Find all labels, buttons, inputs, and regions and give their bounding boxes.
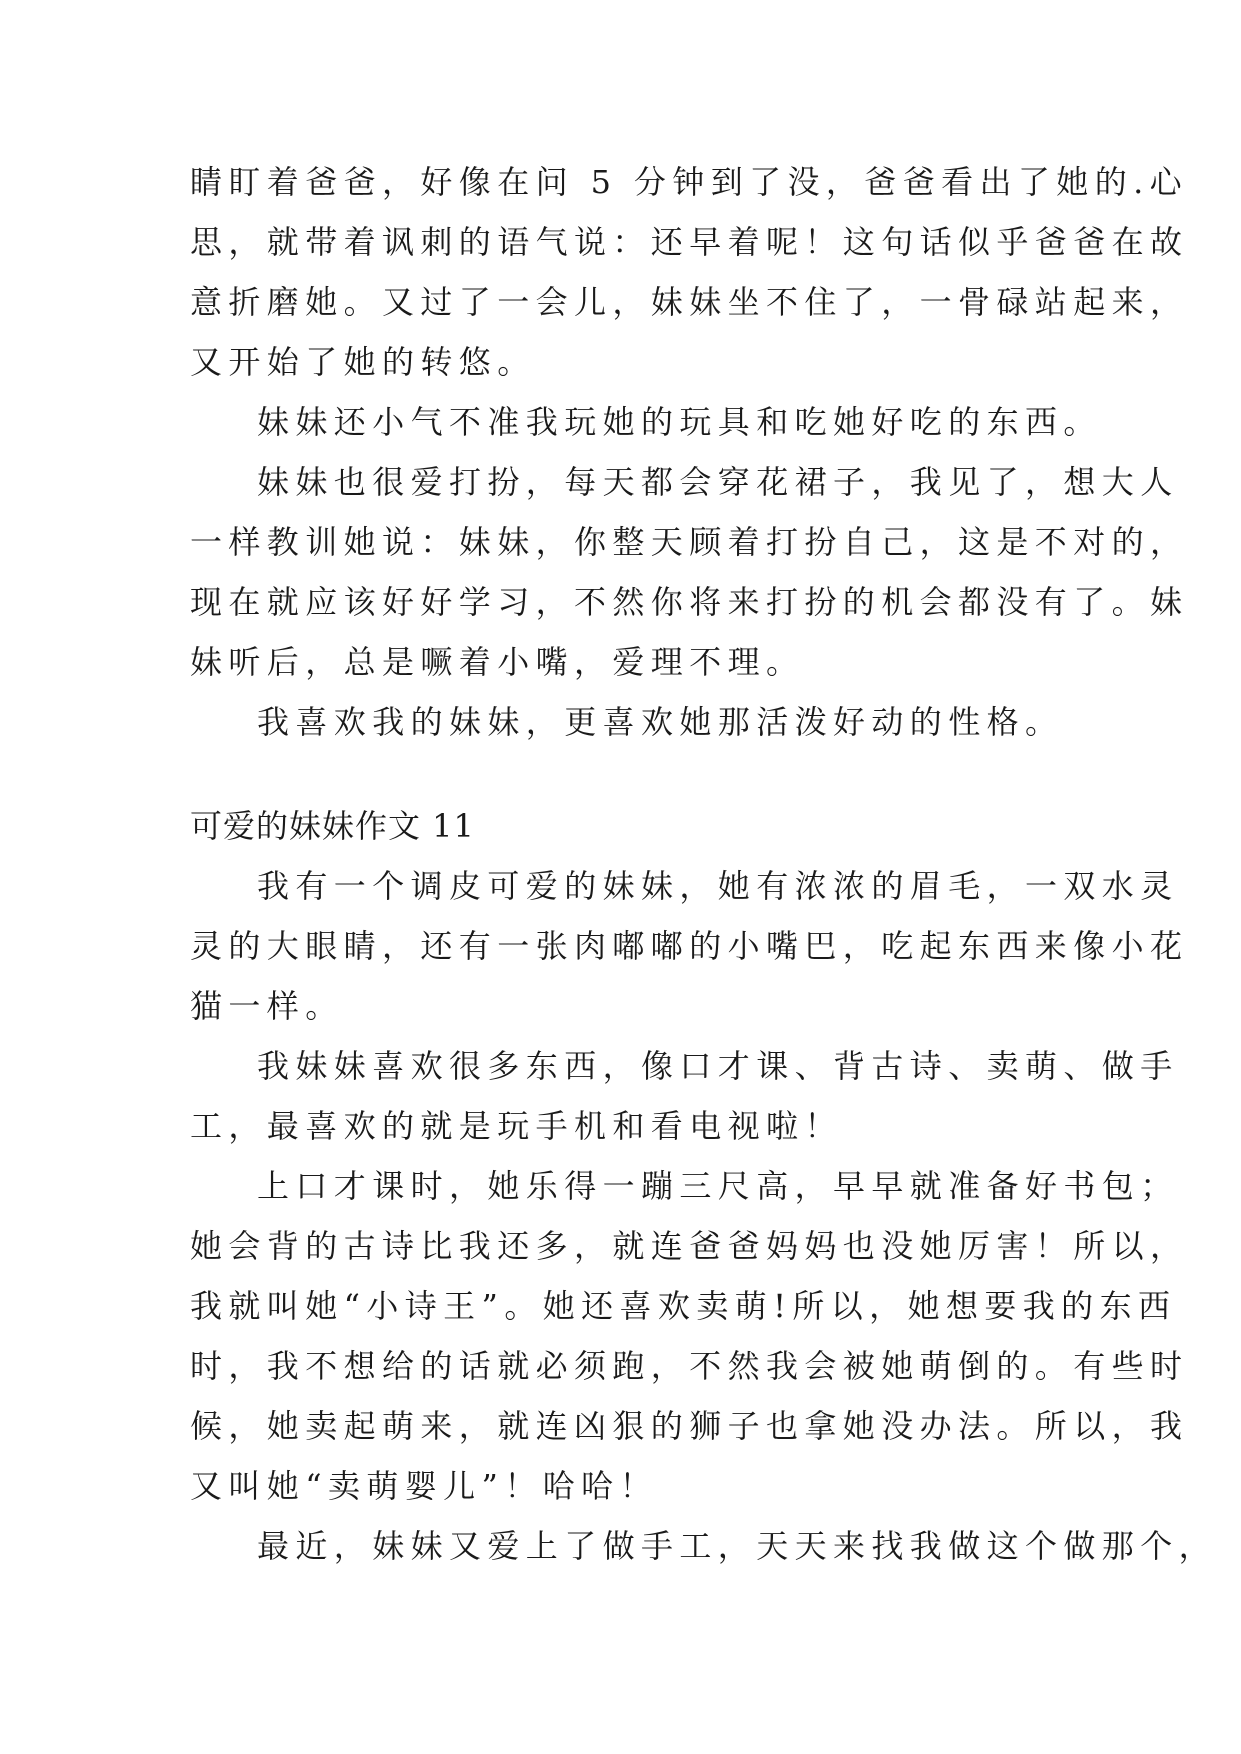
paragraph-start: 我有一个调皮可爱的妹妹，她有浓浓的眉毛，一双水灵 xyxy=(257,867,1179,905)
text-line: 现在就应该好好学习，不然你将来打扮的机会都没有了。妹 xyxy=(190,583,1189,621)
paragraph-start: 妹妹还小气不准我玩她的玩具和吃她好吃的东西。 xyxy=(257,403,1102,441)
paragraph-start: 我妹妹喜欢很多东西，像口才课、背古诗、卖萌、做手 xyxy=(257,1047,1179,1085)
text-line: 又叫她“卖萌婴儿”！哈哈！ xyxy=(190,1467,658,1505)
text-line: 时，我不想给的话就必须跑，不然我会被她萌倒的。有些时 xyxy=(190,1347,1189,1385)
text-line: 工，最喜欢的就是玩手机和看电视啦！ xyxy=(190,1107,843,1145)
paragraph-start: 最近，妹妹又爱上了做手工，天天来找我做这个做那个， xyxy=(257,1527,1218,1565)
text-line: 又开始了她的转悠。 xyxy=(190,343,536,381)
paragraph-start: 上口才课时，她乐得一蹦三尺高，早早就准备好书包； xyxy=(257,1167,1179,1205)
paragraph-start: 我喜欢我的妹妹，更喜欢她那活泼好动的性格。 xyxy=(257,703,1064,741)
text-line: 她会背的古诗比我还多，就连爸爸妈妈也没她厉害！所以， xyxy=(190,1227,1189,1265)
text-line: 妹听后，总是噘着小嘴，爱理不理。 xyxy=(190,643,805,681)
text-line: 猫一样。 xyxy=(190,987,344,1025)
text-line: 思，就带着讽刺的语气说：还早着呢！这句话似乎爸爸在故 xyxy=(190,223,1189,261)
text-line: 睛盯着爸爸，好像在问 5 分钟到了没，爸爸看出了她的.心 xyxy=(190,163,1189,201)
text-line: 候，她卖起萌来，就连凶狠的狮子也拿她没办法。所以，我 xyxy=(190,1407,1189,1445)
text-line: 意折磨她。又过了一会儿，妹妹坐不住了，一骨碌站起来， xyxy=(190,283,1189,321)
paragraph-start: 妹妹也很爱打扮，每天都会穿花裙子，我见了，想大人 xyxy=(257,463,1179,501)
text-line: 我就叫她“小诗王”。她还喜欢卖萌!所以，她想要我的东西 xyxy=(190,1287,1177,1325)
text-line: 一样教训她说：妹妹，你整天顾着打扮自己，这是不对的， xyxy=(190,523,1189,561)
section-heading: 可爱的妹妹作文 11 xyxy=(190,807,475,845)
text-line: 灵的大眼睛，还有一张肉嘟嘟的小嘴巴，吃起东西来像小花 xyxy=(190,927,1189,965)
